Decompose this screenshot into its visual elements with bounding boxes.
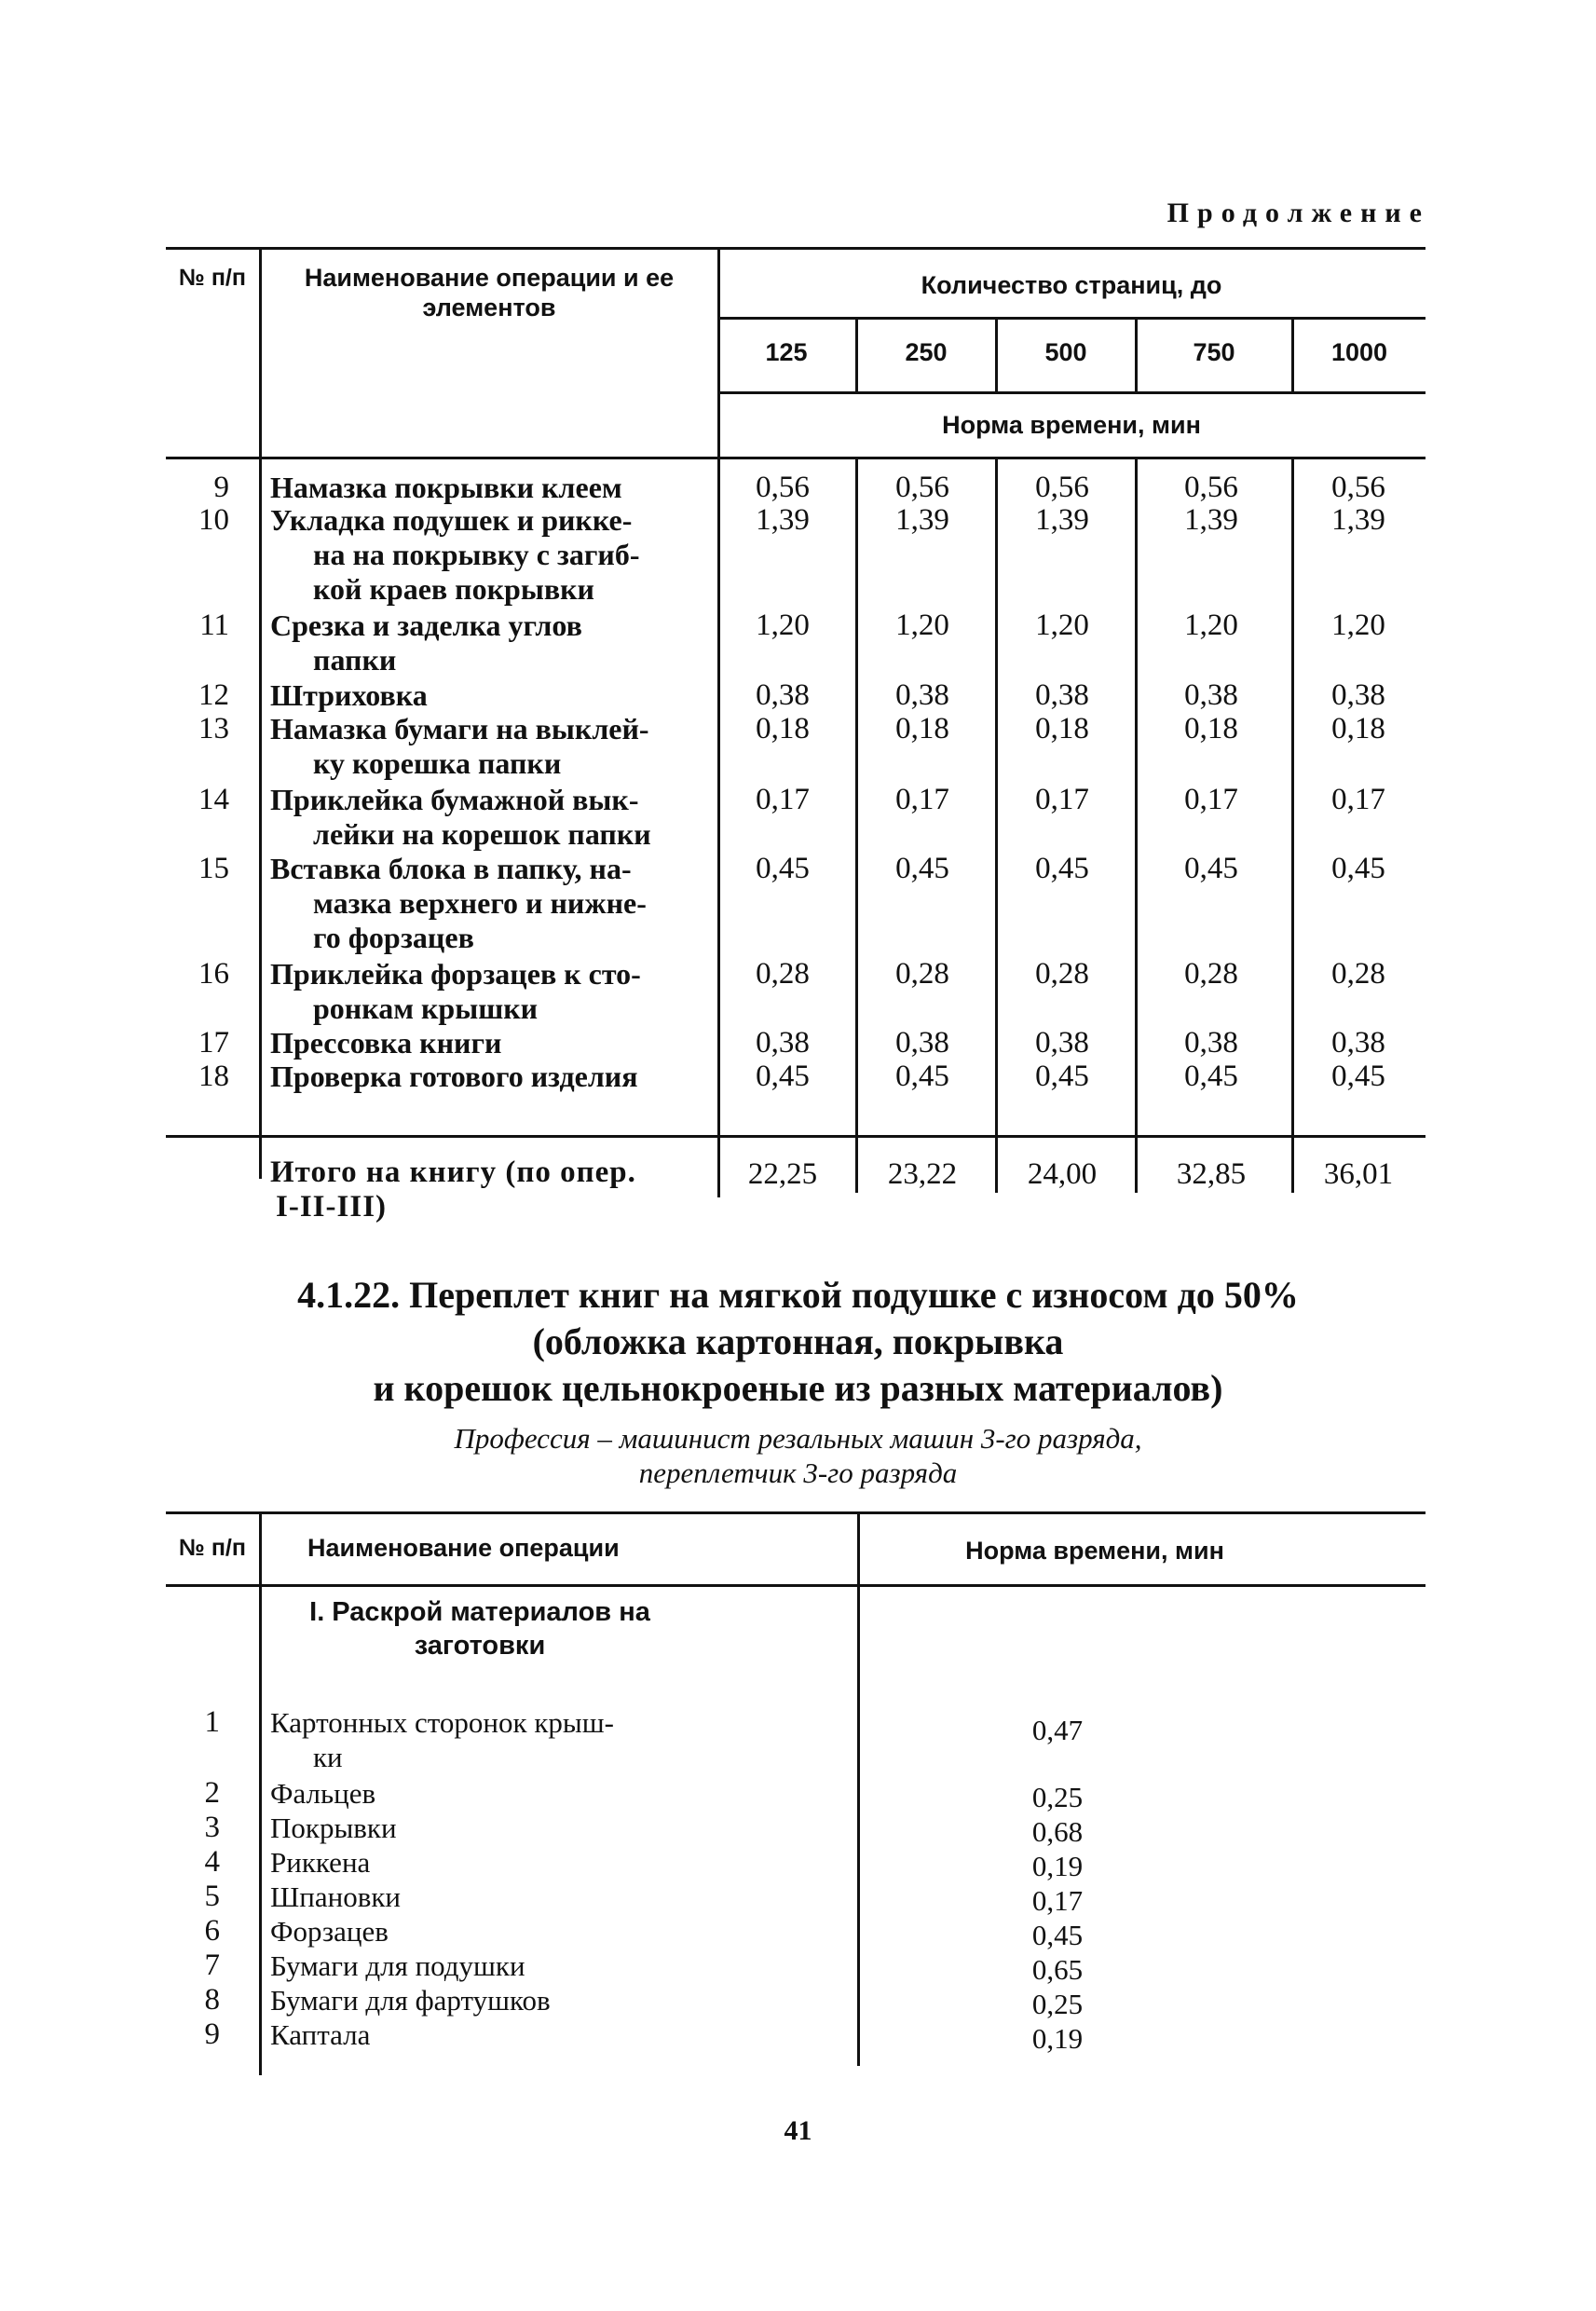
table-row-name bbox=[270, 1983, 829, 2017]
table-row-name bbox=[270, 471, 708, 505]
table-row-num: 9 bbox=[213, 471, 229, 504]
t1-top-rule bbox=[166, 247, 1425, 250]
t1-header-bottom-rule bbox=[166, 457, 1425, 459]
t1-header-name: Наименование операции и ее элементов bbox=[304, 264, 675, 321]
table-row-name bbox=[270, 783, 708, 852]
t1-header-count: Количество страниц, до bbox=[921, 271, 1222, 299]
table-cell-750: 0,45 bbox=[1184, 852, 1238, 885]
section-title-line2: (обложка картонная, покрывка bbox=[532, 1320, 1064, 1362]
table-row-num: 8 bbox=[204, 1983, 220, 2017]
t1-col-divider-name bbox=[717, 247, 720, 1197]
table-cell-250: 0,28 bbox=[895, 957, 949, 991]
t2-group-title bbox=[280, 1595, 680, 1662]
table-row-name-line: Прессовка книги bbox=[270, 1026, 502, 1060]
t2-header-bottom-rule bbox=[166, 1584, 1425, 1587]
table-cell-250: 0,18 bbox=[895, 712, 949, 745]
table-row-num: 15 bbox=[198, 852, 229, 885]
t1-total-divider-250 bbox=[855, 1135, 858, 1193]
table-row-num: 10 bbox=[198, 503, 229, 537]
table-cell-norm: 0,47 bbox=[1031, 1714, 1084, 1746]
table-row-name-line: Покрывки bbox=[270, 1812, 397, 1844]
table-row-num: 6 bbox=[204, 1914, 220, 1948]
table-row-name bbox=[270, 1705, 829, 1774]
table-row-name-line: Бумаги для фартушков bbox=[270, 1984, 551, 2017]
table-row-name-line: Бумаги для подушки bbox=[270, 1949, 525, 1982]
table-row-name bbox=[270, 1880, 829, 1914]
table-row-name-line: Картонных сторонок крыш- bbox=[270, 1706, 614, 1739]
section-title-line1: 4.1.22. Переплет книг на мягкой подушке с износом до 50% bbox=[297, 1274, 1299, 1316]
table-row-num: 17 bbox=[198, 1026, 229, 1060]
table-cell-1000: 1,20 bbox=[1331, 609, 1385, 642]
table-cell-125: 0,56 bbox=[756, 471, 810, 504]
t2-header-name: Наименование операции bbox=[307, 1534, 620, 1562]
table-row-num: 12 bbox=[198, 678, 229, 712]
table-cell-250: 0,38 bbox=[895, 1026, 949, 1060]
table-row-name bbox=[270, 852, 708, 955]
table-cell-norm: 0,25 bbox=[1031, 1781, 1084, 1813]
table-cell-250: 0,45 bbox=[895, 1060, 949, 1093]
t1-total-label-line1: Итого на книгу (по опер. bbox=[270, 1156, 636, 1189]
t2-col-divider-num bbox=[259, 1511, 262, 2075]
t1-total-divider-1000 bbox=[1291, 1135, 1294, 1193]
t1-total-value-1000: 36,01 bbox=[1323, 1157, 1394, 1191]
table-row-name-line: Форзацев bbox=[270, 1915, 389, 1948]
table-row-name-line: Приклейка форзацев к сто- bbox=[270, 957, 641, 991]
table-cell-norm: 0,25 bbox=[1031, 1988, 1084, 2020]
table-row-name-line: го форзацев bbox=[313, 921, 474, 954]
table-row-name-line: ку корешка папки bbox=[313, 746, 562, 780]
table-row-name-line: на на покрывку с загиб- bbox=[313, 538, 640, 571]
table-cell-125: 0,45 bbox=[756, 1060, 810, 1093]
table-row-name-line: ронкам крышки bbox=[313, 991, 539, 1025]
table-cell-1000: 0,38 bbox=[1331, 1026, 1385, 1060]
table-row-name-line: Проверка готового изделия bbox=[270, 1060, 638, 1093]
table-cell-750: 0,38 bbox=[1184, 678, 1238, 712]
page-number: 41 bbox=[784, 2115, 812, 2146]
t2-group-title-line2: заготовки bbox=[414, 1631, 546, 1661]
t1-total-label-line2: I-II-III) bbox=[276, 1190, 388, 1224]
table-row-name-line: Каптала bbox=[270, 2018, 371, 2051]
table-row-num: 9 bbox=[204, 2017, 220, 2051]
table-row-name-line: Срезка и заделка углов bbox=[270, 609, 582, 642]
table-cell-norm: 0,65 bbox=[1031, 1953, 1084, 1986]
table-cell-750: 0,38 bbox=[1184, 1026, 1238, 1060]
table-cell-1000: 0,45 bbox=[1331, 1060, 1385, 1093]
table-cell-1000: 0,56 bbox=[1331, 471, 1385, 504]
table-cell-1000: 0,28 bbox=[1331, 957, 1385, 991]
table-row-num: 1 bbox=[204, 1705, 220, 1739]
t1-col-divider-250-body bbox=[855, 457, 858, 1135]
profession-line2: переплетчик 3-го разряда bbox=[638, 1456, 958, 1489]
t1-total-value-750: 32,85 bbox=[1176, 1157, 1247, 1191]
table-row-name bbox=[270, 1914, 829, 1949]
t1-total-value-500: 24,00 bbox=[1027, 1157, 1098, 1191]
table-cell-125: 0,28 bbox=[756, 957, 810, 991]
table-cell-500: 0,45 bbox=[1035, 852, 1089, 885]
table-row-name-line: папки bbox=[313, 643, 397, 677]
table-row-name bbox=[270, 1776, 829, 1811]
table-row-num: 3 bbox=[204, 1811, 220, 1844]
continuation-label: Продолжение bbox=[1166, 198, 1430, 228]
table-row-name-line: Приклейка бумажной вык- bbox=[270, 783, 639, 816]
table-row-num: 4 bbox=[204, 1845, 220, 1879]
table-row-name bbox=[270, 678, 708, 713]
t1-header-num: № п/п bbox=[179, 265, 246, 291]
t1-header-page-1000: 1000 bbox=[1330, 338, 1388, 366]
t1-pages-rule bbox=[717, 391, 1425, 394]
t1-col-divider-1000-body bbox=[1291, 457, 1294, 1135]
t2-group-title-line1: I. Раскрой материалов на bbox=[309, 1597, 650, 1627]
table-cell-125: 0,45 bbox=[756, 852, 810, 885]
t1-subheader-rule bbox=[717, 317, 1425, 320]
table-cell-250: 1,20 bbox=[895, 609, 949, 642]
t1-total-value-250: 23,22 bbox=[887, 1157, 958, 1191]
table-cell-750: 0,17 bbox=[1184, 783, 1238, 816]
table-row-name-line: Укладка подушек и рикке- bbox=[270, 503, 633, 537]
t1-total-divider-750 bbox=[1135, 1135, 1138, 1193]
table-row-name bbox=[270, 1060, 708, 1094]
table-row-name-line: Риккена bbox=[270, 1846, 371, 1879]
t1-total-value-125: 22,25 bbox=[747, 1157, 818, 1191]
table-row-name bbox=[270, 1949, 829, 1983]
table-cell-125: 1,20 bbox=[756, 609, 810, 642]
table-cell-500: 0,38 bbox=[1035, 678, 1089, 712]
table-cell-125: 0,18 bbox=[756, 712, 810, 745]
table-row-name bbox=[270, 957, 708, 1026]
table-row-num: 7 bbox=[204, 1949, 220, 1982]
table-row-name-line: Намазка покрывки клеем bbox=[270, 471, 622, 504]
table-row-name-line: Шпановки bbox=[270, 1880, 401, 1913]
table-cell-250: 1,39 bbox=[895, 503, 949, 537]
section-title-line3: и корешок цельнокроеные из разных материалов) bbox=[373, 1367, 1223, 1409]
table-row-name-line: Намазка бумаги на выклей- bbox=[270, 712, 649, 745]
table-row-num: 18 bbox=[198, 1060, 229, 1093]
table-cell-250: 0,56 bbox=[895, 471, 949, 504]
table-row-name bbox=[270, 503, 708, 607]
table-row-name-line: Штриховка bbox=[270, 678, 428, 712]
t1-col-divider-num bbox=[259, 247, 262, 1179]
table-cell-750: 0,28 bbox=[1184, 957, 1238, 991]
table-row-name-line: ки bbox=[313, 1741, 343, 1773]
table-cell-500: 0,45 bbox=[1035, 1060, 1089, 1093]
profession-line1: Профессия – машинист резальных машин 3-го разряда, bbox=[454, 1422, 1142, 1455]
table-cell-1000: 1,39 bbox=[1331, 503, 1385, 537]
table-cell-1000: 0,38 bbox=[1331, 678, 1385, 712]
table-cell-1000: 0,18 bbox=[1331, 712, 1385, 745]
table-row-num: 5 bbox=[204, 1880, 220, 1913]
table-cell-500: 1,39 bbox=[1035, 503, 1089, 537]
table-row-name-line: кой краев покрывки bbox=[313, 572, 594, 606]
table-cell-500: 0,38 bbox=[1035, 1026, 1089, 1060]
t1-total-label bbox=[270, 1156, 717, 1224]
table-cell-250: 0,38 bbox=[895, 678, 949, 712]
table-cell-750: 0,18 bbox=[1184, 712, 1238, 745]
table-row-name bbox=[270, 1845, 829, 1880]
t2-header-num: № п/п bbox=[179, 1535, 246, 1561]
t1-header-page-750: 750 bbox=[1193, 338, 1235, 366]
table-cell-norm: 0,17 bbox=[1031, 1884, 1084, 1917]
table-row-num: 16 bbox=[198, 957, 229, 991]
table-row-num: 13 bbox=[198, 712, 229, 745]
table-cell-norm: 0,68 bbox=[1031, 1815, 1084, 1848]
t1-col-divider-500-body bbox=[995, 457, 998, 1135]
t1-col-divider-750-body bbox=[1135, 457, 1138, 1135]
table-row-name-line: мазка верхнего и нижне- bbox=[313, 886, 647, 920]
table-cell-norm: 0,19 bbox=[1031, 1850, 1084, 1882]
table-cell-250: 0,17 bbox=[895, 783, 949, 816]
table-row-name-line: Фальцев bbox=[270, 1777, 376, 1810]
table-cell-125: 1,39 bbox=[756, 503, 810, 537]
table-cell-500: 0,56 bbox=[1035, 471, 1089, 504]
table-cell-750: 0,45 bbox=[1184, 1060, 1238, 1093]
t2-top-rule bbox=[166, 1511, 1425, 1514]
table-cell-500: 0,28 bbox=[1035, 957, 1089, 991]
table-cell-500: 0,18 bbox=[1035, 712, 1089, 745]
table-row-num: 11 bbox=[199, 609, 229, 642]
t1-total-divider-500 bbox=[995, 1135, 998, 1193]
table-row-name bbox=[270, 1811, 829, 1845]
t1-header-page-250: 250 bbox=[905, 338, 948, 366]
t1-header-page-500: 500 bbox=[1044, 338, 1087, 366]
table-cell-1000: 0,17 bbox=[1331, 783, 1385, 816]
table-row-name-line: лейки на корешок папки bbox=[313, 817, 651, 851]
t1-total-rule bbox=[166, 1135, 1425, 1138]
table-cell-500: 1,20 bbox=[1035, 609, 1089, 642]
table-cell-750: 1,20 bbox=[1184, 609, 1238, 642]
table-cell-1000: 0,45 bbox=[1331, 852, 1385, 885]
table-row-num: 2 bbox=[204, 1776, 220, 1810]
table-row-name-line: Вставка блока в папку, на- bbox=[270, 852, 632, 885]
t1-header-page-125: 125 bbox=[765, 338, 808, 366]
table-cell-250: 0,45 bbox=[895, 852, 949, 885]
table-cell-norm: 0,45 bbox=[1031, 1919, 1084, 1951]
table-cell-500: 0,17 bbox=[1035, 783, 1089, 816]
table-row-name bbox=[270, 609, 708, 677]
table-row-num: 14 bbox=[198, 783, 229, 816]
table-cell-125: 0,38 bbox=[756, 678, 810, 712]
t2-header-norm: Норма времени, мин bbox=[965, 1537, 1224, 1565]
table-cell-125: 0,17 bbox=[756, 783, 810, 816]
t1-header-norm: Норма времени, мин bbox=[942, 411, 1201, 439]
table-cell-750: 0,56 bbox=[1184, 471, 1238, 504]
t2-col-divider-name bbox=[857, 1511, 860, 2066]
table-row-name bbox=[270, 712, 708, 781]
table-cell-750: 1,39 bbox=[1184, 503, 1238, 537]
table-cell-norm: 0,19 bbox=[1031, 2022, 1084, 2055]
table-row-name bbox=[270, 2017, 829, 2052]
table-row-name bbox=[270, 1026, 708, 1060]
table-cell-125: 0,38 bbox=[756, 1026, 810, 1060]
